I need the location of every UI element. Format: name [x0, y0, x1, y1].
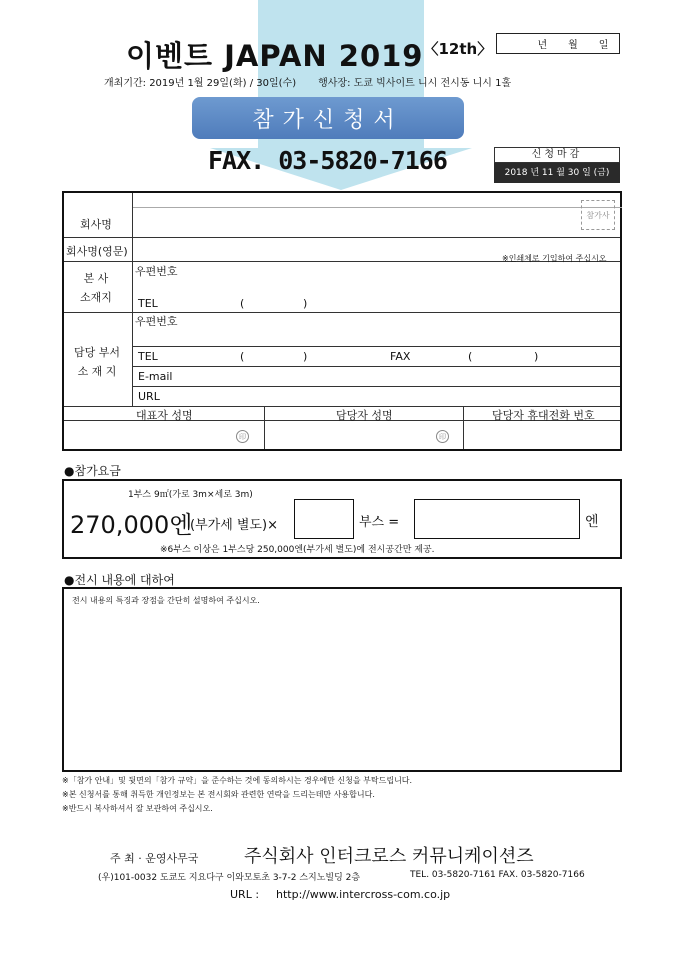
email-label: E-mail — [138, 370, 173, 383]
rep-name-label: 대표자 성명 — [136, 409, 193, 422]
yen-label: 엔 — [585, 514, 599, 530]
organizer-name: 주식회사 인터크로스 커뮤니케이션즈 — [244, 846, 534, 867]
date-field[interactable]: 년 월 일 — [496, 33, 620, 54]
booths-label: 부스 = — [359, 515, 400, 530]
exhibit-instruction: 전시 내용의 특징과 장점을 간단히 설명하여 주십시오. — [72, 596, 260, 605]
contact-tel-paren-open: ( — [240, 350, 245, 363]
company-info-table — [62, 191, 622, 451]
deadline-label: 신청마감 — [494, 147, 620, 163]
font-note: ※인쇄체로 기입하여 주십시오 — [502, 254, 607, 263]
participant-stamp: 참가사 — [581, 200, 615, 230]
hq-tel-paren-close: ) — [303, 297, 308, 310]
company-name-label: 회사명 — [80, 218, 112, 231]
hq-tel-paren-open: ( — [240, 297, 245, 310]
total-amount-input[interactable] — [414, 499, 580, 539]
tax-note: (부가세 별도)× — [190, 518, 278, 533]
contact-mobile-label: 담당자 휴대전화 번호 — [492, 409, 595, 422]
rep-seal-icon: 印 — [236, 430, 249, 443]
event-info: 개최기간: 2019년 1월 29일(화) / 30일(수) 행사장: 도쿄 빅사이트 니시 전시동 니시 1홀 — [104, 78, 512, 89]
contact-tel-label: TEL — [138, 350, 158, 363]
company-name-en-label: 회사명(영문) — [66, 245, 128, 258]
organizer-url-link[interactable]: http://www.intercross-com.co.jp — [276, 888, 451, 901]
exhibit-description-box[interactable] — [62, 587, 622, 772]
hq-postal-label: 우편번호 — [135, 265, 178, 278]
deadline-date: 2018 년 11 월 30 일 (금) — [494, 163, 620, 183]
hq-tel-label: TEL — [138, 297, 158, 310]
contact-tel-paren-close: ) — [303, 350, 308, 363]
booth-price: 270,000엔 — [70, 511, 193, 539]
deadline-box — [494, 147, 620, 183]
contact-seal-icon: 印 — [436, 430, 449, 443]
note-line: ※본 신청서를 통해 취득한 개인정보는 본 전시회와 관련한 연락을 드리는데만 사용합니다. — [62, 790, 375, 799]
hq-address-label: 본 사 소재지 — [80, 272, 112, 304]
url-label: URL — [138, 390, 160, 403]
fee-section-title: ●참가요금 — [64, 464, 121, 478]
fee-box — [62, 479, 622, 559]
contact-fax-label: FAX — [390, 350, 411, 363]
booth-count-input[interactable] — [294, 499, 354, 539]
contact-name-label: 담당자 성명 — [336, 409, 393, 422]
organizer-label: 주 최 · 운영사무국 — [110, 852, 199, 865]
note-line: ※「참가 안내」및 뒷면의「참가 규약」을 준수하는 것에 동의하시는 경우에만 신청을 부탁드립니다. — [62, 776, 413, 785]
discount-note: ※6부스 이상은 1부스당 250,000엔(부가세 별도)에 전시공간만 제공. — [160, 545, 435, 555]
booth-description: 1부스 9㎡(가로 3m×세로 3m) — [128, 490, 253, 500]
note-line: ※반드시 복사하셔서 잘 보관하여 주십시오. — [62, 804, 213, 813]
url-footer-label: URL : — [230, 888, 260, 901]
contact-dept-label: 담당 부서 소 재 지 — [74, 346, 121, 378]
form-title-banner: 참가신청서 — [192, 97, 464, 139]
contact-fax-paren-open: ( — [468, 350, 473, 363]
contact-postal-label: 우편번호 — [135, 315, 178, 328]
organizer-phone: TEL. 03-5820-7161 FAX. 03-5820-7166 — [410, 870, 585, 880]
exhibit-section-title: ●전시 내용에 대하여 — [64, 573, 175, 587]
fax-number: FAX. 03-5820-7166 — [208, 146, 447, 175]
organizer-address: (우)101-0032 도쿄도 지요다구 이와모토초 3-7-2 스지노빌딩 2층 — [98, 873, 361, 883]
contact-fax-paren-close: ) — [534, 350, 539, 363]
event-title: 이벤트 JAPAN $2019^{〈12th〉}$ — [126, 39, 493, 73]
